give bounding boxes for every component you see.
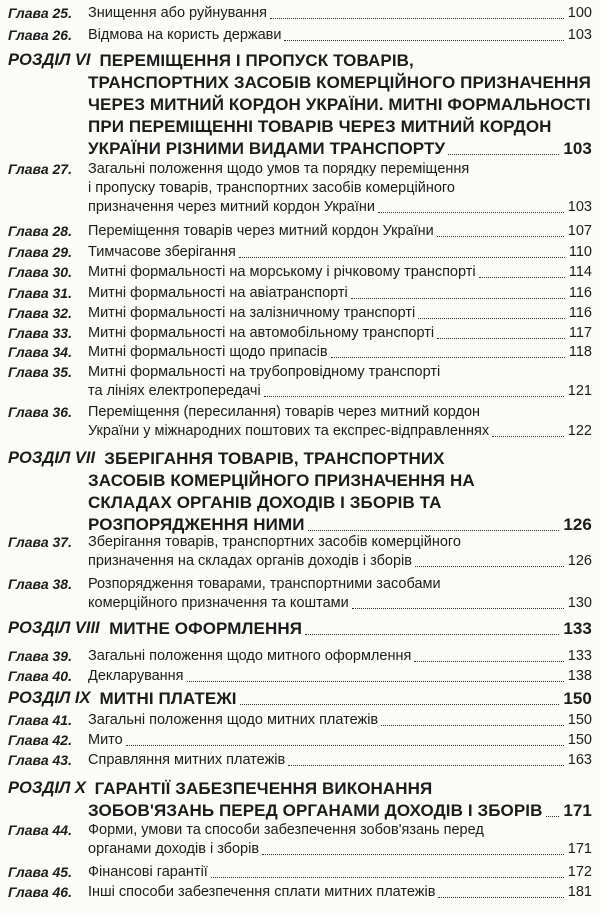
chapter-label: Глава 31. <box>8 285 72 301</box>
chapter-line <box>0 648 600 667</box>
dot-leader <box>352 608 564 609</box>
dot-leader <box>448 154 559 155</box>
section-title: ПЕРЕМІЩЕННЯ І ПРОПУСК ТОВАРІВ, <box>99 51 414 70</box>
section-title: МИТНІ ПЛАТЕЖІ <box>99 689 237 708</box>
chapter-line <box>0 752 600 771</box>
dot-leader <box>418 318 565 319</box>
page-number: 103 <box>563 139 592 158</box>
chapter-label: Глава 42. <box>8 732 72 748</box>
chapter-title: Тимчасове зберігання <box>88 244 236 260</box>
section-title: ГАРАНТІЇ ЗАБЕЗПЕЧЕННЯ ВИКОНАННЯ <box>94 779 433 798</box>
page-number: 114 <box>568 264 592 280</box>
chapter-line <box>0 325 600 344</box>
chapter-title: Загальні положення щодо умов та порядку переміщення <box>88 161 470 177</box>
chapter-line <box>0 423 600 442</box>
section-title: МИТНЕ ОФОРМЛЕННЯ <box>109 619 303 638</box>
dot-leader <box>240 704 560 705</box>
chapter-line <box>0 595 600 614</box>
chapter-label: Глава 46. <box>8 884 72 900</box>
chapter-title: Декларування <box>88 668 184 684</box>
page-number: 107 <box>567 223 592 239</box>
chapter-title: Відмова на користь держави <box>88 27 282 43</box>
page-number: 103 <box>567 199 592 215</box>
chapter-label: Глава 45. <box>8 864 72 880</box>
chapter-title: призначення через митний кордон України <box>88 199 376 215</box>
chapter-title: Мито <box>88 732 123 748</box>
chapter-title: Загальні положення щодо митного оформлення <box>88 648 412 664</box>
chapter-line <box>0 305 600 324</box>
chapter-line <box>0 841 600 860</box>
chapter-title: Переміщення товарів через митний кордон України <box>88 223 434 239</box>
chapter-line <box>0 884 600 903</box>
chapter-title: Знищення або руйнування <box>88 5 268 21</box>
chapter-label: Глава 36. <box>8 404 72 420</box>
chapter-label: Глава 27. <box>8 161 72 177</box>
page-number: 171 <box>567 841 592 857</box>
dot-leader <box>438 897 563 898</box>
chapter-title: Загальні положення щодо митних платежів <box>88 712 379 728</box>
dot-leader <box>351 298 565 299</box>
dot-leader <box>270 18 564 19</box>
section-title: УКРАЇНИ РІЗНИМИ ВИДАМИ ТРАНСПОРТУ <box>88 139 446 158</box>
chapter-line <box>0 244 600 263</box>
page-number: 122 <box>567 423 592 439</box>
chapter-line <box>0 5 600 24</box>
chapter-line <box>0 404 600 423</box>
page-number: 121 <box>567 383 592 399</box>
chapter-title: комерційного призначення та коштами <box>88 595 349 611</box>
page-number: 116 <box>568 285 592 301</box>
chapter-line <box>0 199 600 218</box>
chapter-title: Зберігання товарів, транспортних засобів комерційного <box>88 534 461 550</box>
chapter-title: Митні формальності на авіатранспорті <box>88 285 348 301</box>
page-number: 171 <box>563 801 592 820</box>
section-title: ПРИ ПЕРЕМІЩЕННІ ТОВАРІВ ЧЕРЕЗ МИТНИЙ КОРДОН <box>88 117 552 136</box>
section-label: РОЗДІЛ VII <box>8 449 96 467</box>
chapter-label: Глава 39. <box>8 648 72 664</box>
chapter-title: та лініях електропередачі <box>88 383 261 399</box>
section-label: РОЗДІЛ VIII <box>8 619 100 637</box>
chapter-line <box>0 364 600 383</box>
page-number: 110 <box>568 244 592 260</box>
section-label: РОЗДІЛ IX <box>8 689 91 707</box>
chapter-label: Глава 34. <box>8 344 72 360</box>
page-number: 126 <box>567 553 592 569</box>
chapter-line <box>0 732 600 751</box>
chapter-line <box>0 180 600 199</box>
section-line <box>0 800 600 822</box>
chapter-title: Переміщення (пересилання) товарів через митний кордон <box>88 404 481 420</box>
page-number: 103 <box>567 27 592 43</box>
page-number: 138 <box>567 668 592 684</box>
chapter-label: Глава 32. <box>8 305 72 321</box>
chapter-title: Розпорядження товарами, транспортними засобами <box>88 576 441 592</box>
dot-leader <box>479 277 565 278</box>
chapter-line <box>0 576 600 595</box>
chapter-title: Митні формальності на трубопровідному транспорті <box>88 364 441 380</box>
chapter-line <box>0 534 600 553</box>
dot-leader <box>437 338 565 339</box>
page-number: 130 <box>567 595 592 611</box>
section-line <box>0 778 600 800</box>
section-line <box>0 514 600 536</box>
section-line <box>0 492 600 514</box>
dot-leader <box>211 877 564 878</box>
page-number: 150 <box>567 732 592 748</box>
section-line <box>0 618 600 640</box>
dot-leader <box>126 745 564 746</box>
dot-leader <box>305 634 559 635</box>
chapter-line <box>0 383 600 402</box>
page-number: 118 <box>568 344 592 360</box>
dot-leader <box>492 436 564 437</box>
page-number: 150 <box>563 689 592 708</box>
dot-leader <box>187 681 564 682</box>
chapter-title: органами доходів і зборів <box>88 841 260 857</box>
section-title: ЧЕРЕЗ МИТНИЙ КОРДОН УКРАЇНИ. МИТНІ ФОРМАЛЬНОСТІ <box>88 95 591 114</box>
chapter-line <box>0 668 600 687</box>
section-title: СКЛАДАХ ОРГАНІВ ДОХОДІВ І ЗБОРІВ ТА <box>88 493 442 512</box>
dot-leader <box>437 236 564 237</box>
chapter-label: Глава 40. <box>8 668 72 684</box>
chapter-title: призначення на складах органів доходів і зборів <box>88 553 412 569</box>
chapter-line <box>0 822 600 841</box>
chapter-line <box>0 161 600 180</box>
section-line <box>0 50 600 72</box>
chapter-label: Глава 33. <box>8 325 72 341</box>
chapter-label: Глава 35. <box>8 364 72 380</box>
page-number: 133 <box>563 619 592 638</box>
page-number: 163 <box>567 752 592 768</box>
chapter-label: Глава 37. <box>8 534 72 550</box>
dot-leader <box>288 765 564 766</box>
dot-leader <box>284 40 563 41</box>
chapter-line <box>0 27 600 46</box>
chapter-title: Форми, умови та способи забезпечення зобов'язань перед <box>88 822 484 838</box>
chapter-title: Справляння митних платежів <box>88 752 286 768</box>
section-title: ЗОБОВ'ЯЗАНЬ ПЕРЕД ОРГАНАМИ ДОХОДІВ І ЗБОРІВ <box>88 801 543 820</box>
section-title: РОЗПОРЯДЖЕННЯ НИМИ <box>88 515 305 534</box>
chapter-line <box>0 864 600 883</box>
dot-leader <box>331 357 565 358</box>
page-number: 100 <box>567 5 592 21</box>
page-number: 133 <box>567 648 592 664</box>
dot-leader <box>308 530 560 531</box>
page-number: 126 <box>563 515 592 534</box>
chapter-line <box>0 264 600 283</box>
section-line <box>0 688 600 710</box>
chapter-title: Митні формальності щодо припасів <box>88 344 328 360</box>
chapter-label: Глава 30. <box>8 264 72 280</box>
page-number: 181 <box>567 884 592 900</box>
chapter-title: Інші способи забезпечення сплати митних платежів <box>88 884 436 900</box>
chapter-title: України у міжнародних поштових та експрес-відправленнях <box>88 423 490 439</box>
chapter-line <box>0 344 600 363</box>
section-line <box>0 116 600 138</box>
section-line <box>0 138 600 160</box>
chapter-title: Митні формальності на морському і річковому транспорті <box>88 264 476 280</box>
dot-leader <box>378 212 564 213</box>
chapter-title: Митні формальності на автомобільному транспорті <box>88 325 435 341</box>
chapter-label: Глава 29. <box>8 244 72 260</box>
chapter-line <box>0 223 600 242</box>
section-line <box>0 72 600 94</box>
chapter-label: Глава 28. <box>8 223 72 239</box>
section-line <box>0 94 600 116</box>
chapter-line <box>0 285 600 304</box>
chapter-line <box>0 553 600 572</box>
chapter-label: Глава 25. <box>8 5 72 21</box>
dot-leader <box>239 257 565 258</box>
chapter-label: Глава 26. <box>8 27 72 43</box>
page-number: 172 <box>567 864 592 880</box>
dot-leader <box>381 725 564 726</box>
dot-leader <box>546 816 560 817</box>
chapter-label: Глава 41. <box>8 712 72 728</box>
dot-leader <box>262 854 564 855</box>
page-number: 116 <box>568 305 592 321</box>
section-label: РОЗДІЛ X <box>8 779 86 797</box>
chapter-label: Глава 43. <box>8 752 72 768</box>
dot-leader <box>414 661 563 662</box>
chapter-label: Глава 38. <box>8 576 72 592</box>
section-title: ЗАСОБІВ КОМЕРЦІЙНОГО ПРИЗНАЧЕННЯ НА <box>88 471 475 490</box>
chapter-line <box>0 712 600 731</box>
chapter-label: Глава 44. <box>8 822 72 838</box>
chapter-title: і пропуску товарів, транспортних засобів комерційного <box>88 180 455 196</box>
chapter-title: Фінансові гарантії <box>88 864 208 880</box>
page-number: 150 <box>567 712 592 728</box>
chapter-title: Митні формальності на залізничному транспорті <box>88 305 416 321</box>
section-title: ТРАНСПОРТНИХ ЗАСОБІВ КОМЕРЦІЙНОГО ПРИЗНАЧЕННЯ <box>88 73 591 92</box>
section-line <box>0 448 600 470</box>
section-title: ЗБЕРІГАННЯ ТОВАРІВ, ТРАНСПОРТНИХ <box>104 449 445 468</box>
section-label: РОЗДІЛ VI <box>8 51 91 69</box>
section-line <box>0 470 600 492</box>
dot-leader <box>415 566 564 567</box>
dot-leader <box>264 396 564 397</box>
page-number: 117 <box>568 325 592 341</box>
